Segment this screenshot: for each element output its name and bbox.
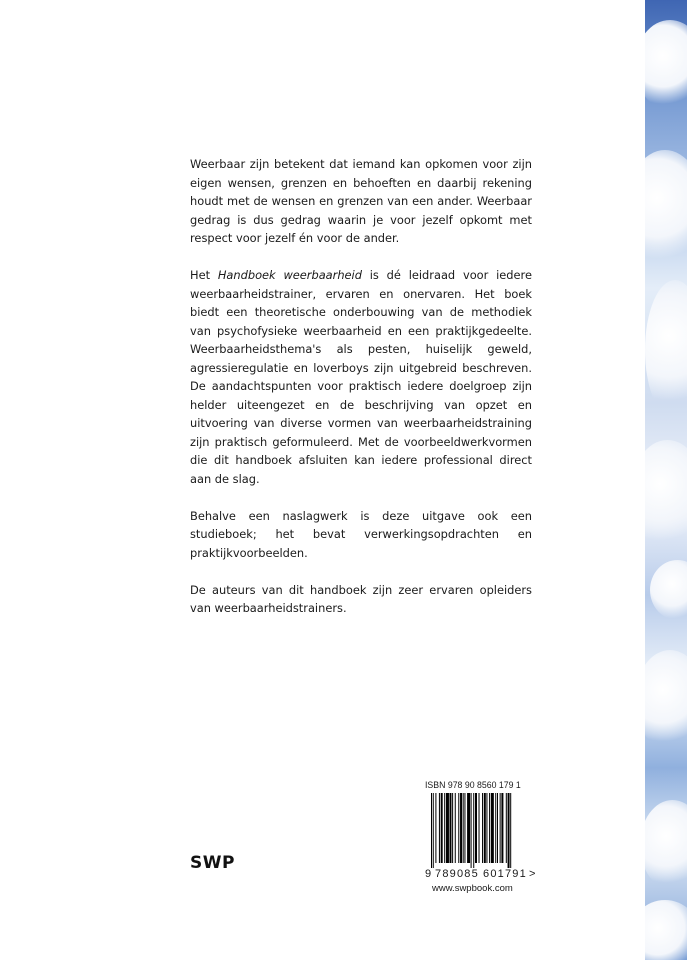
publisher-website: www.swpbook.com — [432, 883, 513, 894]
sky-image-strip — [645, 0, 687, 960]
isbn-block — [425, 780, 535, 894]
publisher-logo: SWP — [190, 853, 235, 873]
back-cover-blurb — [190, 155, 532, 636]
book-title: Handboek weerbaarheid — [217, 268, 362, 282]
barcode-icon — [425, 793, 535, 868]
blurb-paragraph-4: De auteurs van dit handboek zijn zeer ervaren opleiders van weerbaarheidstrainers. — [190, 582, 532, 615]
blurb-p2-prefix: Het — [190, 268, 218, 282]
barcode-arrow: > — [529, 868, 536, 880]
blurb-p2-rest: is dé leidraad voor iedere weerbaarheidstrainer, ervaren en onervaren. Het boek biedt een theoretische onderbouwing van de methodiek van psychofysieke weerbaarheid en een praktijkgedeelte. Weerbaarheidsthema's als pesten, huiselijk geweld, agressieregulatie en loverboys zijn uitgebreid beschreven. De aandachtspunten voor praktisch iedere doelgroep zijn helder uiteengezet en de beschrijving van opzet en uitvoering van diverse vormen van weerbaarheidstraining zijn praktisch geformuleerd. Met de voorbeeldwerkvormen die dit handboek afsluiten kan iedere professional direct aan de slag. — [190, 268, 532, 486]
blurb-paragraph-1: Weerbaar zijn betekent dat iemand kan opkomen voor zijn eigen wensen, grenzen en behoeften en daarbij rekening houdt met de wensen en grenzen van een ander. Weerbaar gedrag is dus gedrag waarin je voor jezelf opkomt met respect voor jezelf én voor de ander. — [190, 157, 532, 245]
barcode-digit-lead: 9 — [425, 868, 432, 880]
blurb-paragraph-2 — [190, 266, 532, 488]
isbn-label: ISBN 978 90 8560 179 1 — [425, 780, 521, 791]
barcode-digits — [425, 868, 535, 882]
blurb-paragraph-3: Behalve een naslagwerk is deze uitgave ook een studieboek; het bevat verwerkingsopdrachten en praktijkvoorbeelden. — [190, 508, 532, 560]
barcode-digits-left: 789085 — [435, 868, 479, 880]
barcode-digits-right: 601791 — [483, 868, 527, 880]
